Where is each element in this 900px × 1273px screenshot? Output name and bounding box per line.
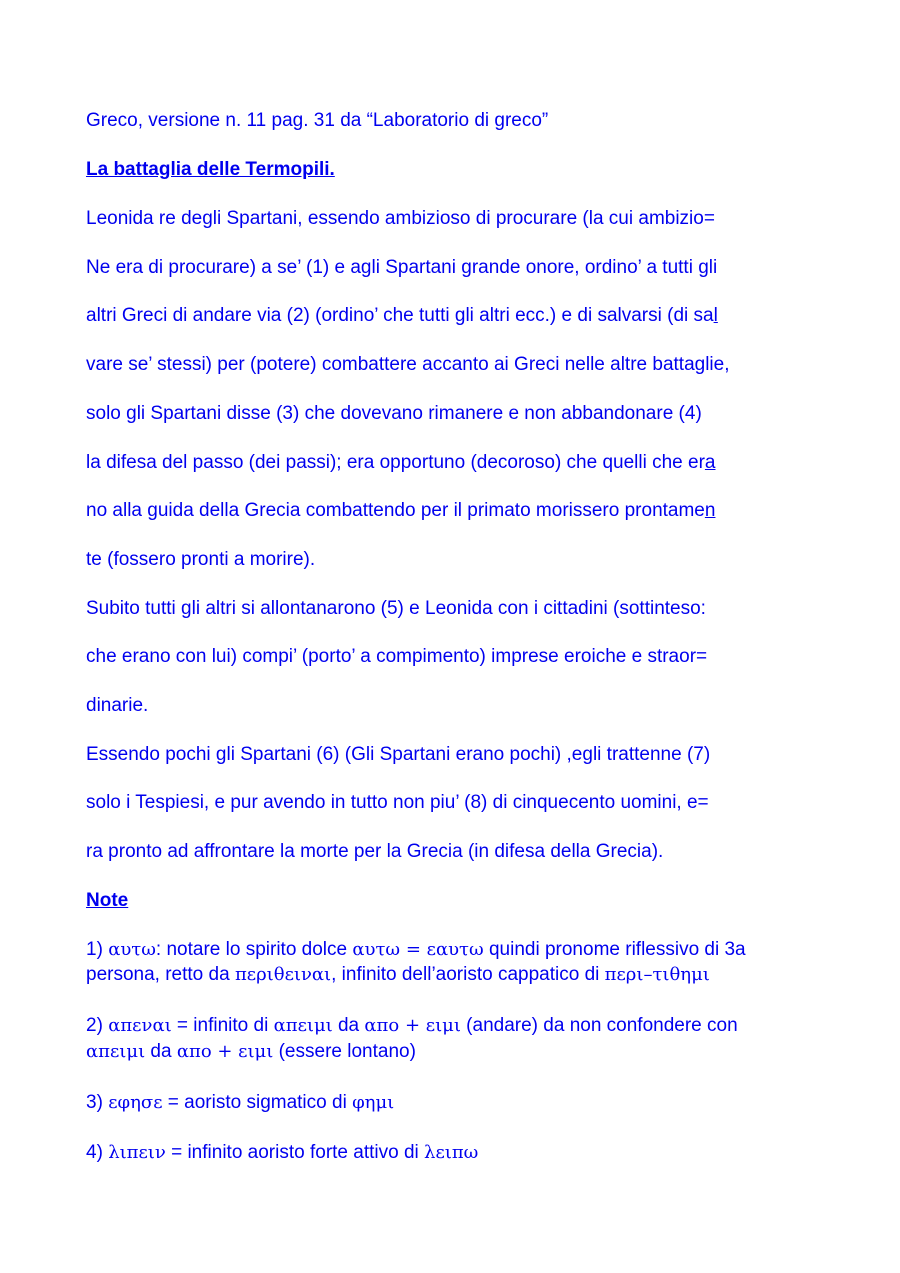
note-1-greek-4: περι–τιθημι (604, 964, 710, 985)
note-2-greek-4: απειμι (86, 1041, 146, 1062)
note-2-greek-3: απο + ειμι (364, 1015, 461, 1036)
translation-line-9: Subito tutti gli altri si allontanarono (5) e Leonida con i cittadini (sottinteso: (86, 598, 706, 619)
translation-line-10: che erano con lui) compi’ (porto’ a compimento) imprese eroiche e straor= (86, 646, 708, 667)
note-2-greek-5: απο + ειμι (176, 1041, 274, 1062)
note-1-text-2: quindi pronome riflessivo di 3a (483, 939, 746, 960)
note-1-text-1: : notare lo spirito dolce (155, 939, 353, 960)
note-3-number: 3) (86, 1092, 109, 1113)
notes-heading: Note (86, 890, 129, 911)
translation-line-2: Ne era di procurare) a se’ (1) e agli Spartani grande onore, ordino’ a tutti gli (86, 257, 718, 278)
note-1-greek-3: περιθειναι (234, 964, 332, 985)
note-1-line-1 (86, 939, 746, 961)
translation-line-6-text: la difesa del passo (dei passi); era opportuno (decoroso) che quelli che er (86, 452, 705, 473)
note-1-greek-1: αυτω (108, 939, 156, 960)
note-4-text-1: = infinito aoristo forte attivo di (165, 1142, 425, 1163)
note-2-text-4: da (145, 1041, 177, 1062)
note-1-greek-2: αυτω = εαυτω (352, 939, 484, 960)
note-3 (86, 1092, 394, 1114)
translation-line-6 (86, 452, 716, 474)
translation-line-3-text: altri Greci di andare via (2) (ordino’ che tutti gli altri ecc.) e di salvarsi (di sa (86, 305, 714, 326)
translation-line-8: te (fossero pronti a morire). (86, 549, 316, 570)
note-1-text-4: , infinito dell’aoristo cappatico di (331, 964, 605, 985)
note-4-number: 4) (86, 1142, 109, 1163)
note-2-text-5: (essere lontano) (273, 1041, 416, 1062)
note-2-line-1 (86, 1015, 738, 1037)
note-1-number: 1) (86, 939, 109, 960)
note-1-text-3: persona, retto da (86, 964, 235, 985)
note-3-greek-2: φημι (352, 1092, 395, 1113)
translation-line-5: solo gli Spartani disse (3) che dovevano rimanere e non abbandonare (4) (86, 403, 702, 424)
note-2-text-3: (andare) da non confondere con (460, 1015, 738, 1036)
note-3-text-1: = aoristo sigmatico di (162, 1092, 353, 1113)
note-4 (86, 1142, 478, 1164)
translation-line-1: Leonida re degli Spartani, essendo ambizioso di procurare (la cui ambizio= (86, 208, 715, 229)
translation-line-11: dinarie. (86, 695, 149, 716)
note-2-greek-1: απεναι (108, 1015, 172, 1036)
translation-line-7-text: no alla guida della Grecia combattendo per il primato morissero prontame (86, 500, 705, 521)
translation-line-4: vare se’ stessi) per (potere) combattere accanto ai Greci nelle altre battaglie, (86, 354, 730, 375)
note-4-greek-1: λιπειν (108, 1142, 166, 1163)
note-3-greek-1: εφησε (108, 1092, 163, 1113)
note-2-greek-2: απειμι (273, 1015, 333, 1036)
note-4-greek-2: λειπω (424, 1142, 479, 1163)
translation-line-3 (86, 305, 718, 327)
source-line: Greco, versione n. 11 pag. 31 da “Laboratorio di greco” (86, 110, 549, 131)
note-2-text-1: = infinito di (171, 1015, 274, 1036)
translation-line-6-underlined: a (704, 452, 716, 473)
note-2-number: 2) (86, 1015, 109, 1036)
translation-line-14: ra pronto ad affrontare la morte per la Grecia (in difesa della Grecia). (86, 841, 664, 862)
note-2-text-2: da (332, 1015, 365, 1036)
translation-line-13: solo i Tespiesi, e pur avendo in tutto non piu’ (8) di cinquecento uomini, e= (86, 792, 709, 813)
translation-line-7 (86, 500, 715, 522)
page-title: La battaglia delle Termopili. (86, 159, 335, 180)
translation-line-12: Essendo pochi gli Spartani (6) (Gli Spartani erano pochi) ,egli trattenne (7) (86, 744, 711, 765)
note-2-line-2 (86, 1041, 416, 1063)
translation-line-3-underlined: l (713, 305, 718, 326)
translation-line-7-underlined: n (704, 500, 716, 521)
note-1-line-2 (86, 964, 710, 986)
